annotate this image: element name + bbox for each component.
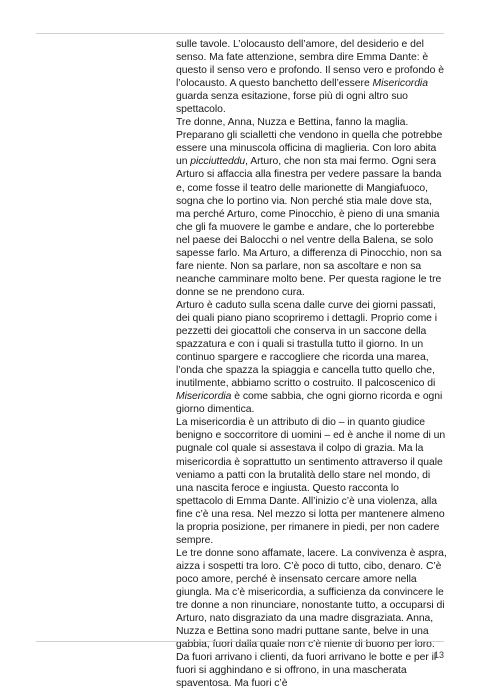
body-text (176, 38, 448, 690)
italic-title: Misericordia (176, 391, 232, 403)
paragraph: sulle tavole. L’olocausto dell’amore, del desiderio e del senso. Ma fate attenzione, sembra dire Emma Dante: è questo il senso vero e profondo. Il senso vero e profondo è l’olocausto. A questo banchetto dell’essere Misericordia guarda senza esitazione, forse più di ogni altro suo spettacolo. (176, 39, 444, 116)
page-number: 13 (433, 650, 444, 660)
italic-title: picciutteddu (190, 156, 246, 168)
italic-title: Misericordia (372, 78, 428, 90)
paragraph: La misericordia è un attributo di dio – in quanto giudice benigno e soccorritore di uomini – ed è anche il nome di un pugnale col quale si assestava il colpo di grazia. Ma la misericordia è soprattutto un sentimento attraverso il quale veniamo a patti con la brutalità dello stare nel mondo, di una nascita feroce e ingiusta. Questo racconta lo spettacolo di Emma Dante. All’inizio c’è una violenza, alla fine c’è una resa. Nel mezzo si lotta per mantenere almeno la propria posizione, per rimanere in piedi, per non cadere sempre. (176, 417, 446, 546)
paragraph: Le tre donne sono affamate, lacere. La convivenza è aspra, aizza i sospetti tra loro. C’è poco di tutto, cibo, denaro. C’è poco amore, perché è insensato cercare amore nella giungla. Ma c’è misericordia, a sufficienza da convincere le tre donne a non rinunciare, nonostante tutto, a occuparsi di Arturo, nato disgraziato da una madre disgraziata. Anna, Nuzza e Bettina sono madri puttane sante, belve in una gabbia, fuori dalla quale non c’è niente di buono per loro. Da fuori arrivano i clienti, da fuori arrivano le botte e per il fuori si agghindano e si offrono, in una mascherata spaventosa. Ma fuori c’è (176, 547, 447, 690)
top-rule (36, 33, 444, 34)
paragraph: Arturo è caduto sulla scena dalle curve dei giorni passati, dei quali piano piano scopriremo i dettagli. Proprio come i pezzetti dei giocattoli che conserva in un saccone della spazzatura e con i quali si trastulla tutto il giorno. In un continuo spargere e raccogliere che ricorda una marea, l’onda che spazza la spiaggia e cancella tutto quello che, inutilmente, abbiamo scritto o costruito. Il palcoscenico di Misericordia è come sabbia, che ogni giorno ricorda e ogni giorno dimentica. (176, 299, 443, 416)
paragraph: Tre donne, Anna, Nuzza e Bettina, fanno la maglia. Preparano gli scialletti che vendono in quella che potrebbe essere una minuscola officina di maglieria. Con loro abita un picciutteddu, Arturo, che non sta mai fermo. Ogni sera Arturo si affaccia alla finestra per vedere passare la banda e, come fosse il teatro delle marionette di Mangiafuoco, sogna che lo portino via. Non perché stia male dove sta, ma perché Arturo, come Pinocchio, è pieno di una smania che gli fa muovere le gambe e andare, che lo porterebbe nel paese dei Balocchi o nel ventre della Balena, se solo sapesse farlo. Ma Arturo, a differenza di Pinocchio, non sa fare niente. Non sa parlare, non sa ascoltare e non sa neanche camminare molto bene. Per questa ragione le tre donne se ne prendono cura. (176, 117, 443, 298)
bottom-rule (36, 641, 444, 642)
